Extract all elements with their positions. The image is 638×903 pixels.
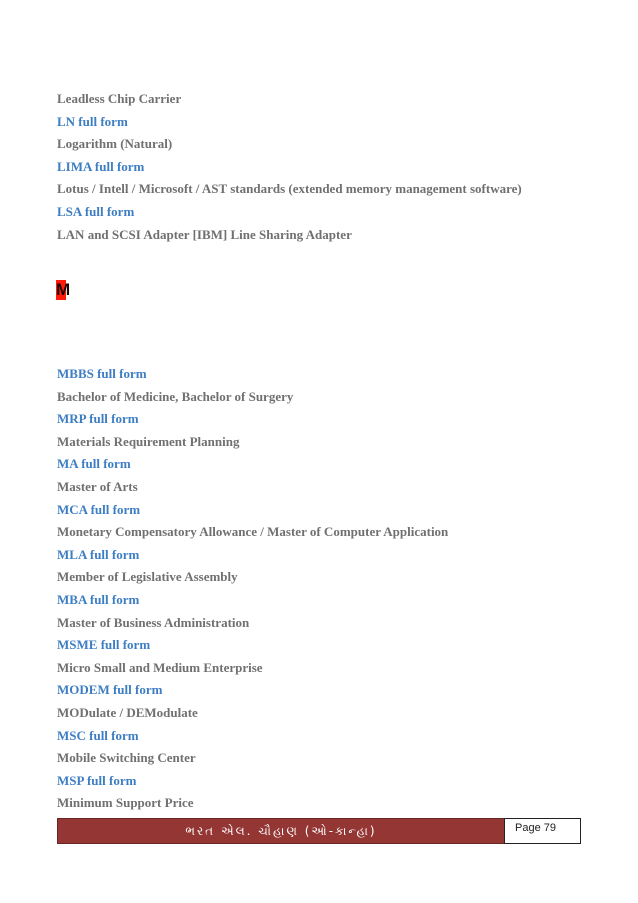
definition-line: Member of Legislative Assembly — [57, 569, 238, 585]
term-line: MRP full form — [57, 411, 139, 427]
definition-line: Logarithm (Natural) — [57, 136, 173, 152]
definition-line: Micro Small and Medium Enterprise — [57, 659, 263, 675]
page-footer — [57, 818, 581, 844]
definition-line: Lotus / Intell / Microsoft / AST standards (extended memory management software) — [57, 181, 522, 197]
definition-line: Master of Business Administration — [57, 614, 250, 630]
definition-line: MODulate / DEModulate — [57, 704, 198, 720]
section-heading-m: M — [56, 280, 71, 299]
definition-line: Mobile Switching Center — [57, 750, 196, 766]
term-line: MA full form — [57, 456, 131, 472]
term-line: MSC full form — [57, 727, 139, 743]
term-line: LSA full form — [57, 203, 135, 219]
term-line: MBA full form — [57, 591, 140, 607]
term-line: MSP full form — [57, 772, 137, 788]
footer-author: ભરત એલ. ચૌહાણ (ઓ-કાન્હા) — [57, 818, 504, 844]
term-line: MSME full form — [57, 637, 151, 653]
term-line: MODEM full form — [57, 682, 163, 698]
entries-list-m — [57, 363, 618, 815]
definition-line: Master of Arts — [57, 478, 138, 494]
term-line: LN full form — [57, 113, 128, 129]
term-line: MCA full form — [57, 501, 141, 517]
definition-line: Minimum Support Price — [57, 795, 194, 811]
term-line: LIMA full form — [57, 158, 145, 174]
entries-list-l — [57, 88, 618, 246]
definition-line: Monetary Compensatory Allowance / Master of Computer Application — [57, 524, 449, 540]
term-line: MLA full form — [57, 546, 140, 562]
definition-line: Leadless Chip Carrier — [57, 91, 182, 106]
definition-line: LAN and SCSI Adapter [IBM] Line Sharing Adapter — [57, 226, 352, 242]
footer-page-number: Page 79 — [504, 818, 581, 844]
term-line: MBBS full form — [57, 366, 147, 381]
definition-line: Bachelor of Medicine, Bachelor of Surgery — [57, 388, 294, 404]
definition-line: Materials Requirement Planning — [57, 433, 240, 449]
